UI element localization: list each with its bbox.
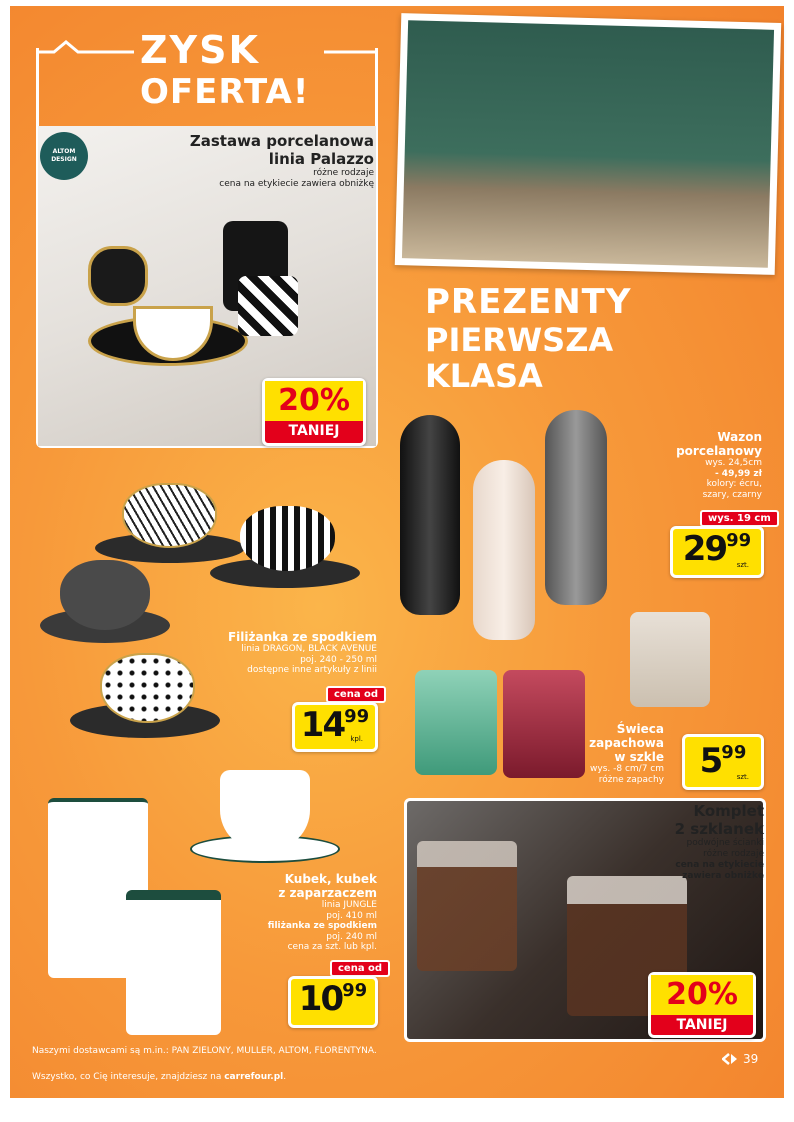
vase-line-3: kolory: écru, — [706, 479, 762, 489]
discount-percent: 20% — [651, 975, 753, 1015]
classroom-photo — [395, 13, 781, 275]
candles-photo — [415, 612, 715, 782]
tagline: Wszystko, co Cię interesuje, znajdziesz na carrefour.pl. — [32, 1072, 287, 1082]
price-unit: szt. — [736, 773, 749, 781]
heading-line-2: PIERWSZA — [425, 321, 614, 359]
price-decimal: 99 — [726, 530, 752, 551]
zysk-heading: ZYSK — [140, 28, 260, 72]
palazzo-title-2: linia Palazzo — [268, 150, 374, 168]
price-decimal: 99 — [342, 980, 368, 1001]
cups-description — [228, 630, 377, 676]
pierwsza-klasa-heading — [425, 322, 613, 394]
oferta-heading: OFERTA! — [140, 72, 310, 112]
vase-title-1: Wazon — [717, 430, 762, 444]
cups-line-2: poj. 240 - 250 ml — [300, 654, 377, 665]
price-unit: szt. — [736, 561, 749, 569]
glasses-line-1: podwójne ścianki — [686, 838, 764, 848]
vase-line-2: - 49,99 zł — [714, 468, 762, 479]
mugs-line-1: linia JUNGLE — [321, 900, 377, 910]
price-integer: 29 — [682, 529, 727, 569]
candle-description — [589, 722, 664, 785]
carrefour-logo-icon — [722, 1053, 738, 1065]
mugs-line-3: filiżanka ze spodkiem — [267, 921, 377, 931]
mugs-description — [268, 872, 377, 953]
glasses-description — [675, 802, 764, 882]
vase-price-tag — [670, 526, 764, 578]
mugs-title-2: z zaparzaczem — [278, 886, 377, 900]
suppliers-note: Naszymi dostawcami są m.in.: PAN ZIELONY, MULLER, ALTOM, FLORENTYNA. — [32, 1046, 377, 1056]
prezenty-heading: PREZENTY — [425, 282, 632, 322]
candle-title-1: Świeca — [616, 722, 664, 736]
cups-line-3: dostępne inne artykuły z linii — [247, 665, 377, 675]
candle-price-tag — [682, 734, 764, 790]
cups-price-tag — [292, 702, 378, 752]
mugs-line-5: cena za szt. lub kpl. — [287, 942, 377, 952]
price-decimal: 99 — [721, 742, 747, 763]
page-number-area — [722, 1052, 758, 1066]
glasses-line-4: zawiera obniżkę — [682, 871, 764, 881]
vase-line-4: szary, czarny — [702, 489, 762, 500]
discount-label: TANIEJ — [676, 1017, 728, 1033]
vases-photo — [395, 410, 610, 645]
price-decimal: 99 — [344, 706, 370, 727]
vase-title-2: porcelanowy — [676, 444, 762, 458]
tagline-text: Wszystko, co Cię interesuje, znajdziesz na — [32, 1072, 225, 1082]
vase-description — [676, 430, 762, 500]
glasses-title-1: Komplet — [693, 802, 764, 820]
candle-line-2: różne zapachy — [598, 774, 664, 785]
cups-price-from-label: cena od — [326, 686, 386, 703]
candle-title-3: w szkle — [614, 750, 664, 764]
palazzo-line-2: cena na etykiecie zawiera obniżkę — [219, 179, 374, 189]
glasses-line-2: różne rodzaje — [703, 849, 764, 859]
carrefour-link[interactable]: carrefour.pl — [224, 1072, 284, 1082]
mugs-line-2: poj. 410 ml — [326, 910, 377, 921]
price-integer: 5 — [699, 741, 722, 781]
price-integer: 14 — [300, 705, 345, 745]
discount-label: TANIEJ — [288, 423, 340, 439]
glasses-line-3: cena na etykiecie — [675, 860, 764, 870]
mugs-price-from-label: cena od — [330, 960, 390, 977]
candle-title-2: zapachowa — [589, 736, 664, 750]
palazzo-title-1: Zastawa porcelanowa — [189, 132, 374, 150]
vase-line-1: wys. 24,5cm — [705, 458, 762, 468]
mugs-price-tag — [288, 976, 378, 1028]
page-number: 39 — [743, 1052, 759, 1066]
price-integer: 10 — [298, 979, 343, 1019]
palazzo-discount-badge — [262, 378, 366, 446]
discount-percent: 20% — [265, 381, 363, 421]
vase-size-label: wys. 19 cm — [700, 510, 779, 527]
altom-design-logo: ALTOM DESIGN — [40, 132, 88, 180]
palazzo-description — [190, 132, 374, 190]
palazzo-line-1: różne rodzaje — [313, 168, 374, 178]
cups-title: Filiżanka ze spodkiem — [227, 630, 377, 644]
candle-line-1: wys. -8 cm/7 cm — [590, 764, 664, 774]
mugs-title-1: Kubek, kubek — [284, 872, 377, 886]
mugs-line-4: poj. 240 ml — [326, 931, 377, 942]
price-unit: kpl. — [350, 735, 363, 743]
cups-line-1: linia DRAGON, BLACK AVENUE — [241, 644, 377, 654]
glasses-discount-badge — [648, 972, 756, 1038]
glasses-title-2: 2 szklanek — [674, 820, 764, 838]
heading-line-3: KLASA — [425, 357, 543, 395]
